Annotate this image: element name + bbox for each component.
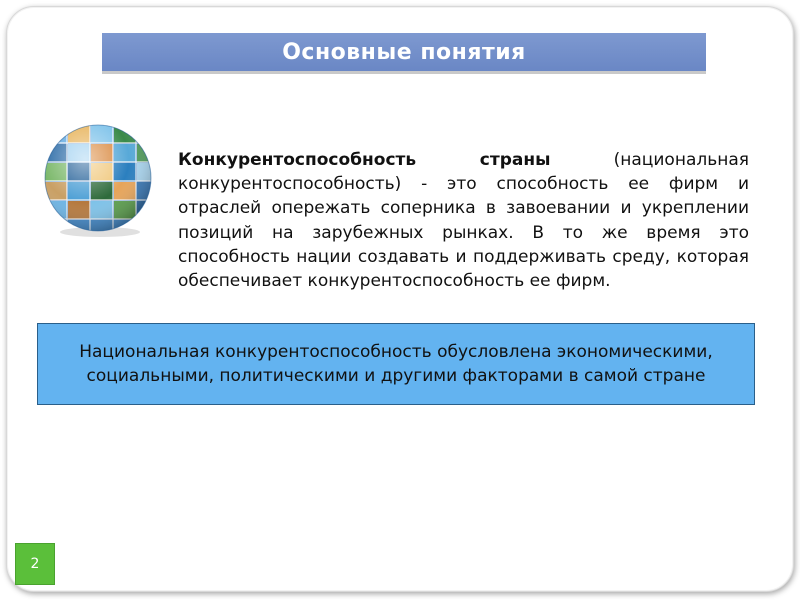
definition-body: (национальная конкурентоспособность) - это способность ее фирм и отраслей опережать соперника в завоевании и укреплении позиций на зарубежных рынках. В то же время это способность нации создавать и поддерживать среду, которая обеспечивает конкурентоспособность ее фирм.	[178, 150, 749, 292]
photo-globe-icon	[42, 122, 158, 238]
definition-text	[178, 148, 749, 324]
highlight-box	[37, 323, 755, 405]
page-number-badge	[15, 543, 55, 585]
highlight-text: Национальная конкурентоспособность обусловлена экономическими, социальными, политическими и другими факторами в самой стране	[79, 342, 713, 386]
definition-term: Конкурентоспособность страны	[178, 150, 551, 170]
slide-title: Основные понятия	[282, 39, 526, 65]
title-bar	[102, 33, 706, 74]
page-number: 2	[30, 556, 40, 572]
